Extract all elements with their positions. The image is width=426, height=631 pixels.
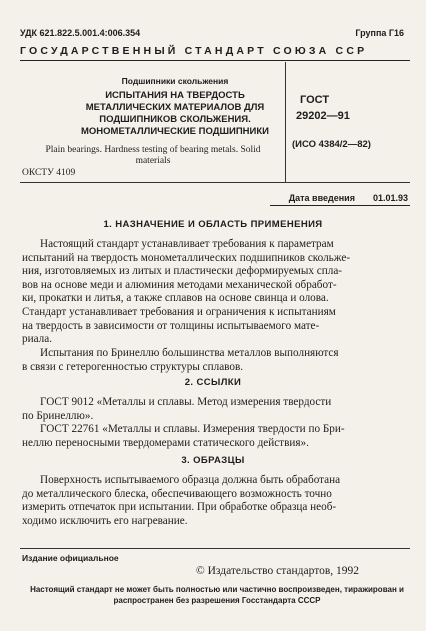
section-2-paragraph-2 <box>22 423 408 450</box>
section-2-paragraph-1 <box>22 396 408 423</box>
footer-rule <box>20 548 410 549</box>
introduction-date <box>289 193 408 203</box>
title-divider <box>285 62 286 182</box>
gost-label: ГОСТ <box>300 94 330 106</box>
udk-code: УДК 621.822.5.001.4:006.354 <box>20 28 141 38</box>
text-line: риала. <box>22 333 52 346</box>
english-title: Plain bearings. Hardness testing of bearing metals. Solid materials <box>45 145 261 166</box>
iso-reference: (ИСО 4384/2—82) <box>292 139 371 150</box>
text-line: Настоящий стандарт устанавливает требования к параметрам <box>40 238 334 250</box>
section-1-paragraph-1 <box>22 238 408 347</box>
introduction-date-value: 01.01.93 <box>372 193 408 203</box>
section-1-heading: 1. НАЗНАЧЕНИЕ И ОБЛАСТЬ ПРИМЕНЕНИЯ <box>103 219 323 230</box>
text-line: неллю переносными твердомерами статического действия». <box>22 436 309 449</box>
text-line: на твердость в зависимости от толщины испытываемого мате- <box>22 319 320 332</box>
okstu-code: ОКСТУ 4109 <box>22 168 76 178</box>
standard-title: ГОСУДАРСТВЕННЫЙ СТАНДАРТ СОЮЗА ССР <box>20 45 368 57</box>
text-line: Испытания по Бринеллю большинства металлов выполняются <box>40 347 339 359</box>
text-line: ния, изготовляемых из литых и пластически деформируемых спла- <box>22 265 343 278</box>
edition-label: Издание официальное <box>22 553 119 563</box>
text-line: ки, прокатки и литья, а также сплавов на основе свинца и олова. <box>22 292 329 305</box>
text-line: ходимо исключить его нагревание. <box>22 514 188 527</box>
title-bottom-rule <box>20 182 410 183</box>
section-2-heading: 2. ССЫЛКИ <box>184 377 242 388</box>
text-line: в связи с гетерогенностью структуры сплавов. <box>22 360 244 373</box>
section-1-paragraph-2 <box>22 347 408 374</box>
top-rule <box>20 60 410 61</box>
text-line: ГОСТ 9012 «Металлы и сплавы. Метод измерения твердости <box>40 396 332 408</box>
reproduction-notice: Настоящий стандарт не может быть полностью или частично воспроизведен, тиражирован и распространен без разрешения Госстандарта СССР <box>30 585 404 605</box>
text-line: измерить отпечаток при испытании. При обработке образца необ- <box>22 501 337 514</box>
section-3-heading: 3. ОБРАЗЦЫ <box>181 455 245 466</box>
text-line: до металлического блеска, обеспечивающего возможность точно <box>22 487 332 500</box>
date-rule <box>270 205 410 206</box>
text-line: вов на основе меди и алюминия методами механической обработ- <box>22 278 337 291</box>
introduction-date-label: Дата введения <box>288 193 355 203</box>
text-line: Стандарт устанавливает требования и ограничения к испытаниям <box>22 305 336 318</box>
subtitle: Подшипники скольжения <box>121 76 229 86</box>
text-line: Поверхность испытываемого образца должна быть обработана <box>40 474 341 486</box>
main-title: ИСПЫТАНИЯ НА ТВЕРДОСТЬ МЕТАЛЛИЧЕСКИХ МАТЕРИАЛОВ ДЛЯ ПОДШИПНИКОВ СКОЛЬЖЕНИЯ. МОНОМЕТАЛЛИЧЕСКИЕ ПОДШИПНИКИ <box>81 90 269 137</box>
group-code: Группа Г16 <box>355 28 404 38</box>
copyright: © Издательство стандартов, 1992 <box>196 565 360 577</box>
text-line: ГОСТ 22761 «Металлы и сплавы. Измерения твердости по Бри- <box>40 423 345 435</box>
text-line: по Бринеллю». <box>22 409 94 422</box>
gost-number: 29202—91 <box>296 110 350 122</box>
text-line: испытаний на твердость монометаллических подшипников скольже- <box>22 251 351 264</box>
section-3-paragraph-1 <box>22 474 408 528</box>
